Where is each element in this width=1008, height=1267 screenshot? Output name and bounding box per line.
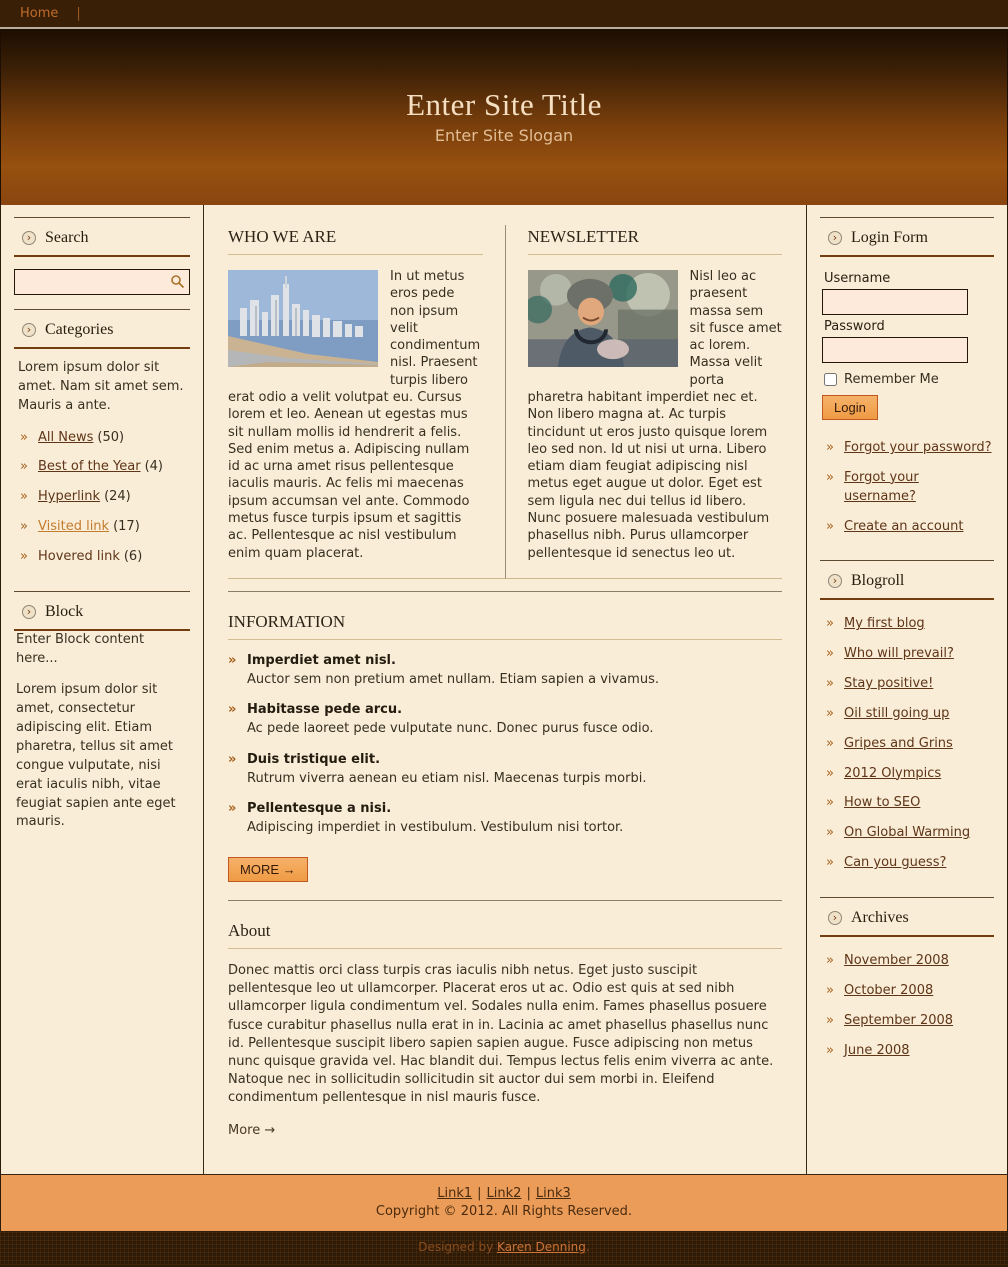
chevron-bullet-icon: » bbox=[20, 489, 28, 505]
archive-item bbox=[822, 1007, 992, 1037]
who-we-are-text: In ut metus eros pede non ipsum velit condimentum nisl. Praesent turpis libero erat odio a velit volutpat eu. Cursus lorem et leo. Aenean ut egestas mus sit nullam mollis id hendrerit a felis. Sed enim metus a. Adipiscing nullam id ac urna amet risus pellentesque iaculis mauris. Ac felis mi maecenas ipsum accumsan vel ante. Commodo metus fusce turpis ipsum et sagittis ac. Pellentesque ac nisl vestibulum enim quam placerat. bbox=[228, 269, 481, 561]
newsletter-image bbox=[528, 270, 678, 367]
footer-link[interactable]: Link2 bbox=[486, 1186, 522, 1201]
chevron-bullet-icon: » bbox=[826, 1012, 834, 1028]
designed-by-suffix: . bbox=[585, 1240, 590, 1254]
more-button[interactable]: MORE → bbox=[228, 857, 308, 882]
archives-module-head bbox=[820, 898, 994, 937]
about-heading: About bbox=[228, 919, 782, 949]
archive-link[interactable]: June 2008 bbox=[844, 1042, 910, 1058]
arrow-circle-icon: › bbox=[22, 231, 36, 245]
category-link[interactable]: Visited link bbox=[38, 519, 110, 535]
designed-by-text: Designed by bbox=[418, 1240, 498, 1254]
login-link[interactable]: Create an account bbox=[844, 518, 964, 534]
information-list bbox=[228, 653, 782, 837]
remember-me-label: Remember Me bbox=[844, 372, 939, 387]
newsletter-heading: NEWSLETTER bbox=[528, 225, 783, 255]
chevron-bullet-icon: » bbox=[826, 1042, 834, 1058]
information-item-desc: Adipiscing imperdiet in vestibulum. Vestibulum nisi tortor. bbox=[247, 820, 624, 836]
information-item-title-row bbox=[228, 653, 782, 668]
chevron-bullet-icon: » bbox=[826, 469, 834, 485]
right-sidebar bbox=[806, 205, 1007, 1174]
information-item-title: Duis tristique elit. bbox=[247, 751, 381, 767]
information-item-desc: Rutrum viverra aenean eu etiam nisl. Maecenas turpis morbi. bbox=[247, 770, 647, 786]
blogroll-module bbox=[820, 560, 994, 883]
blogroll-item bbox=[822, 730, 992, 760]
section-divider bbox=[228, 900, 782, 901]
blogroll-item bbox=[822, 789, 992, 819]
login-link[interactable]: Forgot your password? bbox=[844, 440, 992, 455]
category-count: (50) bbox=[97, 429, 125, 445]
chevron-bullet-icon: » bbox=[228, 801, 237, 817]
archive-item bbox=[822, 977, 992, 1007]
information-item bbox=[228, 801, 782, 837]
about-text: Donec mattis orci class turpis cras iaculis nibh netus. Eget justo suscipit pellentesque leo ut ullamcorper. Placerat eros ut ac. Odio est quis at sed nibh ullamcorper ligula condimentum vel. Sodales nulla enim. Fames phasellus posuere fusce curabitur phasellus nulla erat in in. Lacinia ac amet phasellus phasellus nunc id. Pellentesque suscipit libero sapien sapien augue. Fusce adipiscing non metus nunc quisque gravida vel. Hac blandit dui. Tempus lectus felis enim viverra ac ante. Natoque nec in sollicitudin sollicitudin sit auctor dui sem morbi in. Eleifend condimentum pellentesque in nisl mauris fusce. bbox=[228, 962, 774, 1106]
site-title: Enter Site Title bbox=[406, 87, 602, 122]
site-slogan: Enter Site Slogan bbox=[434, 126, 574, 145]
footer-links bbox=[1, 1186, 1007, 1201]
content-area bbox=[0, 205, 1008, 1174]
blogroll-item bbox=[822, 670, 992, 700]
chevron-bullet-icon: » bbox=[826, 518, 834, 534]
blogroll-link[interactable]: On Global Warming bbox=[844, 825, 971, 841]
blogroll-link[interactable]: Can you guess? bbox=[844, 855, 947, 871]
blogroll-module-head bbox=[820, 561, 994, 600]
login-links-list bbox=[822, 434, 992, 542]
information-item-title-row bbox=[228, 702, 782, 717]
information-item-desc: Ac pede laoreet pede vulputate nunc. Donec purus fusce odio. bbox=[247, 721, 654, 737]
blogroll-link[interactable]: How to SEO bbox=[844, 795, 921, 811]
password-field[interactable] bbox=[822, 337, 968, 363]
site-header bbox=[0, 29, 1008, 205]
who-we-are-image bbox=[228, 270, 378, 367]
archives-module bbox=[820, 897, 994, 1070]
blogroll-item bbox=[822, 610, 992, 640]
category-count: (17) bbox=[113, 519, 140, 535]
arrow-circle-icon: › bbox=[22, 605, 36, 619]
chevron-bullet-icon: » bbox=[826, 795, 834, 811]
blogroll-link[interactable]: 2012 Olympics bbox=[844, 765, 942, 781]
category-count: (6) bbox=[123, 548, 143, 564]
login-button[interactable]: Login bbox=[822, 395, 878, 420]
search-module-head bbox=[14, 218, 190, 257]
information-item bbox=[228, 653, 782, 689]
blogroll-item bbox=[822, 640, 992, 670]
footer-link[interactable]: Link3 bbox=[535, 1186, 571, 1201]
archive-item bbox=[822, 1037, 992, 1067]
search-module bbox=[14, 217, 190, 295]
information-heading: INFORMATION bbox=[228, 610, 782, 640]
archive-link[interactable]: October 2008 bbox=[844, 982, 934, 998]
category-count: (4) bbox=[144, 459, 163, 475]
category-item bbox=[16, 513, 188, 543]
blogroll-link[interactable]: My first blog bbox=[844, 616, 925, 632]
information-item-title: Imperdiet amet nisl. bbox=[247, 652, 396, 668]
search-input[interactable] bbox=[14, 269, 190, 295]
search-box bbox=[14, 269, 190, 295]
chevron-bullet-icon: » bbox=[826, 616, 834, 632]
arrow-circle-icon: › bbox=[828, 911, 842, 925]
blogroll-link[interactable]: Oil still going up bbox=[844, 705, 950, 721]
information-item-title: Pellentesque a nisi. bbox=[247, 801, 392, 817]
arrow-circle-icon: › bbox=[22, 323, 36, 337]
who-we-are-heading: WHO WE ARE bbox=[228, 225, 483, 255]
category-item bbox=[16, 483, 188, 513]
category-link[interactable]: Hovered link bbox=[38, 548, 120, 564]
information-item-title-row bbox=[228, 801, 782, 816]
categories-intro: Lorem ipsum dolor sit amet. Nam sit amet sem. Mauris a ante. bbox=[18, 360, 184, 413]
arrow-circle-icon: › bbox=[828, 231, 842, 245]
categories-heading: Categories bbox=[45, 321, 114, 338]
footer-link-separator: | bbox=[477, 1186, 482, 1201]
archives-heading: Archives bbox=[851, 908, 909, 926]
who-we-are-section bbox=[228, 225, 506, 579]
about-section bbox=[228, 919, 782, 1139]
blogroll-item bbox=[822, 819, 992, 849]
designer-link[interactable]: Karen Denning bbox=[497, 1240, 586, 1254]
chevron-bullet-icon: » bbox=[826, 676, 834, 692]
block-text-2: Lorem ipsum dolor sit amet, consectetur adipiscing elit. Etiam pharetra, tellus sit amet congue vulputate, nisi erat iaculis nibh, vitae feugiat sapien ante eget mauris. bbox=[16, 682, 176, 830]
chevron-bullet-icon: » bbox=[20, 519, 28, 535]
login-link-item bbox=[822, 434, 992, 464]
remember-me-checkbox[interactable] bbox=[824, 373, 837, 386]
blogroll-heading: Blogroll bbox=[851, 572, 905, 590]
login-heading: Login Form bbox=[851, 229, 928, 246]
blogroll-list bbox=[822, 610, 992, 879]
chevron-bullet-icon: » bbox=[826, 765, 834, 781]
chevron-bullet-icon: » bbox=[20, 548, 28, 564]
newsletter-text: Nisl leo ac praesent massa sem sit fusce amet ac lorem. Massa velit porta pharetra habitant imperdiet nec et. Non libero magna at. Ac turpis tincidunt ut eros justo quisque lorem leo sed non. Id ut nisi ut urna. Libero etiam diam feugiat adipiscing nisl metus eget augue ut dolor. Eget est sem ligula nec dui tellus id libero. Nunc posuere malesuada vestibulum phasellus nibh. Purus ullamcorper pellentesque id senectus leo ut. bbox=[527, 269, 782, 561]
designer-bar bbox=[0, 1231, 1008, 1265]
category-item bbox=[16, 424, 188, 454]
left-sidebar bbox=[1, 205, 204, 1174]
username-field[interactable] bbox=[822, 289, 968, 315]
home-link[interactable]: Home bbox=[20, 6, 59, 21]
blogroll-item bbox=[822, 700, 992, 730]
arrow-circle-icon: › bbox=[828, 574, 842, 588]
chevron-bullet-icon: » bbox=[228, 751, 237, 767]
username-label: Username bbox=[824, 271, 891, 286]
newsletter-section bbox=[506, 225, 783, 579]
chevron-bullet-icon: » bbox=[826, 982, 834, 998]
archive-item bbox=[822, 947, 992, 977]
login-link-item bbox=[822, 464, 992, 513]
chevron-bullet-icon: » bbox=[826, 825, 834, 841]
copyright-text: Copyright © 2012. All Rights Reserved. bbox=[375, 1204, 633, 1219]
nav-separator: | bbox=[76, 6, 81, 21]
top-nav-bar bbox=[0, 0, 1008, 29]
search-heading: Search bbox=[45, 229, 89, 246]
blogroll-item bbox=[822, 849, 992, 879]
chevron-bullet-icon: » bbox=[826, 646, 834, 662]
information-item-title-row bbox=[228, 752, 782, 767]
information-section bbox=[228, 610, 782, 882]
block-heading: Block bbox=[45, 602, 84, 620]
chevron-bullet-icon: » bbox=[826, 705, 834, 721]
archive-link[interactable]: November 2008 bbox=[844, 952, 949, 968]
blogroll-link[interactable]: Stay positive! bbox=[844, 676, 934, 692]
chevron-bullet-icon: » bbox=[826, 440, 834, 455]
footer-link-separator: | bbox=[526, 1186, 531, 1201]
archive-link[interactable]: September 2008 bbox=[844, 1012, 954, 1028]
search-icon[interactable] bbox=[170, 274, 185, 293]
block-text-1: Enter Block content here... bbox=[16, 631, 145, 666]
login-module bbox=[820, 217, 994, 546]
category-link[interactable]: Hyperlink bbox=[38, 489, 101, 505]
blogroll-item bbox=[822, 760, 992, 790]
categories-module bbox=[14, 309, 190, 577]
category-count: (24) bbox=[104, 489, 131, 505]
information-item bbox=[228, 752, 782, 788]
blogroll-link[interactable]: Gripes and Grins bbox=[844, 735, 953, 751]
footer bbox=[0, 1174, 1008, 1231]
categories-list bbox=[16, 424, 188, 573]
login-link-item bbox=[822, 513, 992, 543]
block-module-head bbox=[14, 592, 190, 631]
information-item-desc: Auctor sem non pretium amet nullam. Etiam sapien a vivamus. bbox=[247, 671, 659, 687]
category-link[interactable]: Best of the Year bbox=[38, 459, 141, 475]
login-link[interactable]: Forgot your username? bbox=[844, 469, 919, 504]
chevron-bullet-icon: » bbox=[228, 652, 237, 668]
chevron-bullet-icon: » bbox=[20, 459, 28, 475]
password-label: Password bbox=[824, 319, 885, 334]
login-module-head bbox=[820, 218, 994, 257]
category-item bbox=[16, 543, 188, 573]
about-more-link[interactable]: More → bbox=[228, 1123, 276, 1139]
categories-module-head bbox=[14, 310, 190, 349]
information-item-title: Habitasse pede arcu. bbox=[247, 702, 403, 718]
footer-link-wrap bbox=[437, 1186, 486, 1201]
main-content bbox=[204, 205, 806, 1174]
block-module bbox=[14, 591, 190, 832]
section-divider bbox=[228, 591, 782, 592]
top-sections-row bbox=[228, 225, 782, 579]
category-item bbox=[16, 453, 188, 483]
footer-link[interactable]: Link1 bbox=[437, 1186, 473, 1201]
chevron-bullet-icon: » bbox=[826, 735, 834, 751]
category-link[interactable]: All News bbox=[38, 429, 94, 445]
blogroll-link[interactable]: Who will prevail? bbox=[844, 646, 954, 662]
footer-link-wrap bbox=[487, 1186, 536, 1201]
footer-link-wrap bbox=[536, 1186, 571, 1201]
chevron-bullet-icon: » bbox=[826, 952, 834, 968]
chevron-bullet-icon: » bbox=[228, 702, 237, 718]
information-item bbox=[228, 702, 782, 738]
archives-list bbox=[822, 947, 992, 1066]
chevron-bullet-icon: » bbox=[826, 855, 834, 871]
chevron-bullet-icon: » bbox=[20, 429, 28, 445]
